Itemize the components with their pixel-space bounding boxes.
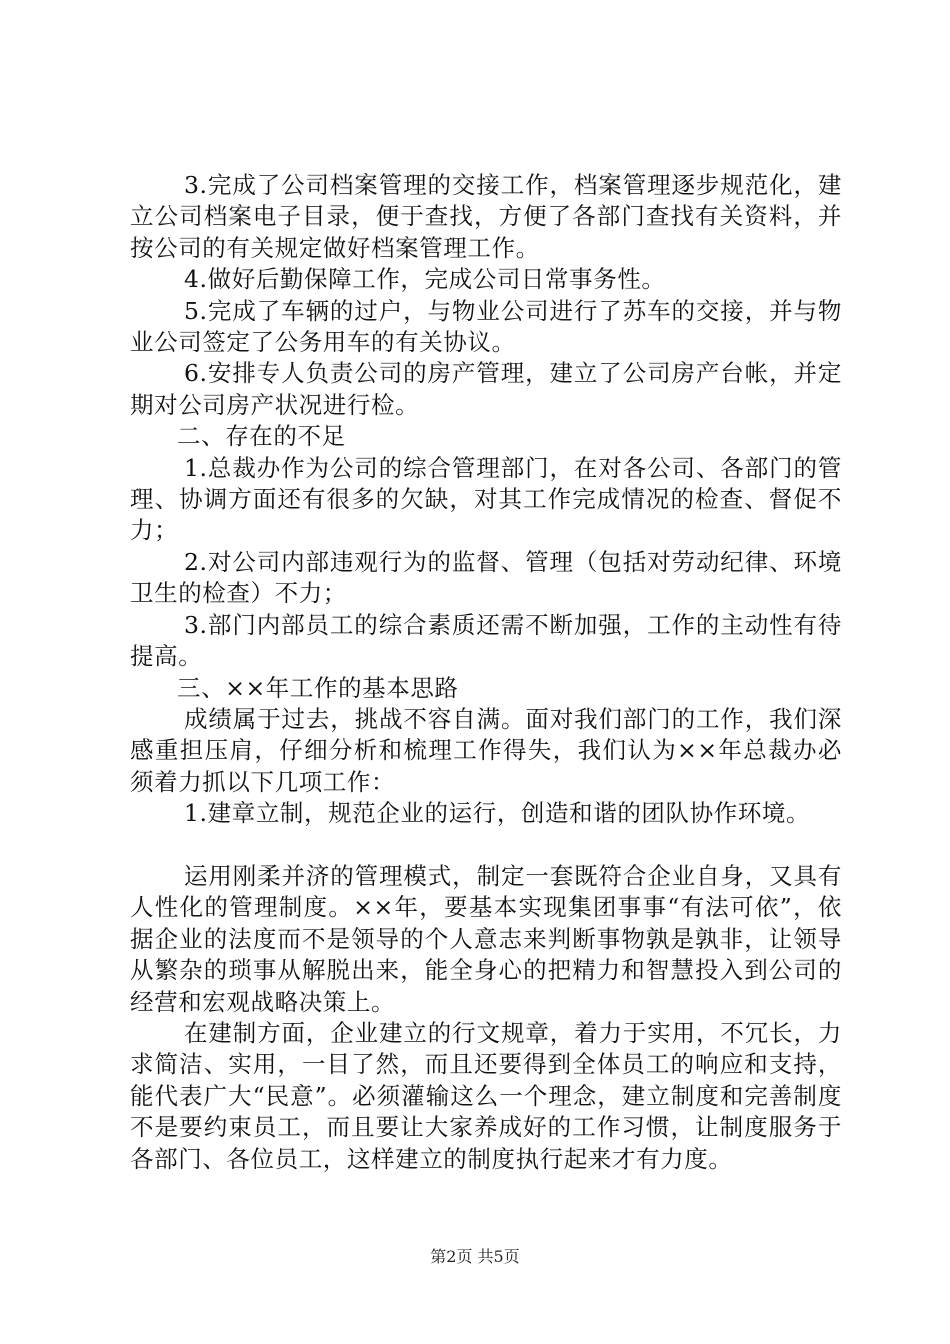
- paragraph-vehicle-transfer: 5.完成了车辆的过户，与物业公司进行了苏车的交接，并与物业公司签定了公务用车的有关协议。: [130, 296, 842, 357]
- paragraph-idea-1: 1.建章立制，规范企业的运行，创造和谐的团队协作环境。: [184, 799, 811, 828]
- paragraph-shortcoming-3: 3.部门内部员工的综合素质还需不断加强，工作的主动性有待提高。: [130, 610, 842, 671]
- paragraph-intro-ideas: 成绩属于过去，挑战不容自满。面对我们部门的工作，我们深感重担压肩，仔细分析和梳理工作得失，我们认为××年总裁办必须着力抓以下几项工作：: [130, 704, 842, 796]
- paragraph-management-mode: 运用刚柔并济的管理模式，制定一套既符合企业自身，又具有人性化的管理制度。××年，要基本实现集团事事“有法可依”，依据企业的法度而不是领导的个人意志来判断事物孰是孰非，让领导从繁杂的琐事从解脱出来，能全身心的把精力和智慧投入到公司的经营和宏观战略决策上。: [130, 861, 842, 1016]
- paragraph-property-management: 6.安排专人负责公司的房产管理，建立了公司房产台帐，并定期对公司房产状况进行检。: [130, 359, 842, 419]
- paragraph-regulations: 在建制方面，企业建立的行文规章，着力于实用，不冗长，力求简洁、实用，一目了然，而且还要得到全体员工的响应和支持，能代表广大“民意”。必须灌输这么一个理念，建立制度和完善制度不是要约束员工，而且要让大家养成好的工作习惯，让制度服务于各部门、各位员工，这样建立的制度执行起来才有力度。: [130, 1018, 842, 1173]
- section-heading-basic-ideas: 三、××年工作的基本思路: [177, 673, 459, 702]
- page-footer: 第2页 共5页: [430, 1247, 520, 1266]
- section-heading-shortcomings: 二、存在的不足: [177, 422, 346, 451]
- paragraph-shortcoming-1: 1.总裁办作为公司的综合管理部门，在对各公司、各部门的管理、协调方面还有很多的欠缺，对其工作完成情况的检查、督促不力；: [130, 453, 842, 545]
- paragraph-logistics: 4.做好后勤保障工作，完成公司日常事务性。: [184, 265, 666, 294]
- paragraph-shortcoming-2: 2.对公司内部违观行为的监督、管理（包括对劳动纪律、环境卫生的检查）不力；: [130, 547, 842, 608]
- document-body: [130, 170, 842, 1175]
- blank-line: [130, 830, 842, 861]
- paragraph-archive-management: 3.完成了公司档案管理的交接工作，档案管理逐步规范化，建立公司档案电子目录，便于查找，方便了各部门查找有关资料，并按公司的有关规定做好档案管理工作。: [130, 171, 842, 262]
